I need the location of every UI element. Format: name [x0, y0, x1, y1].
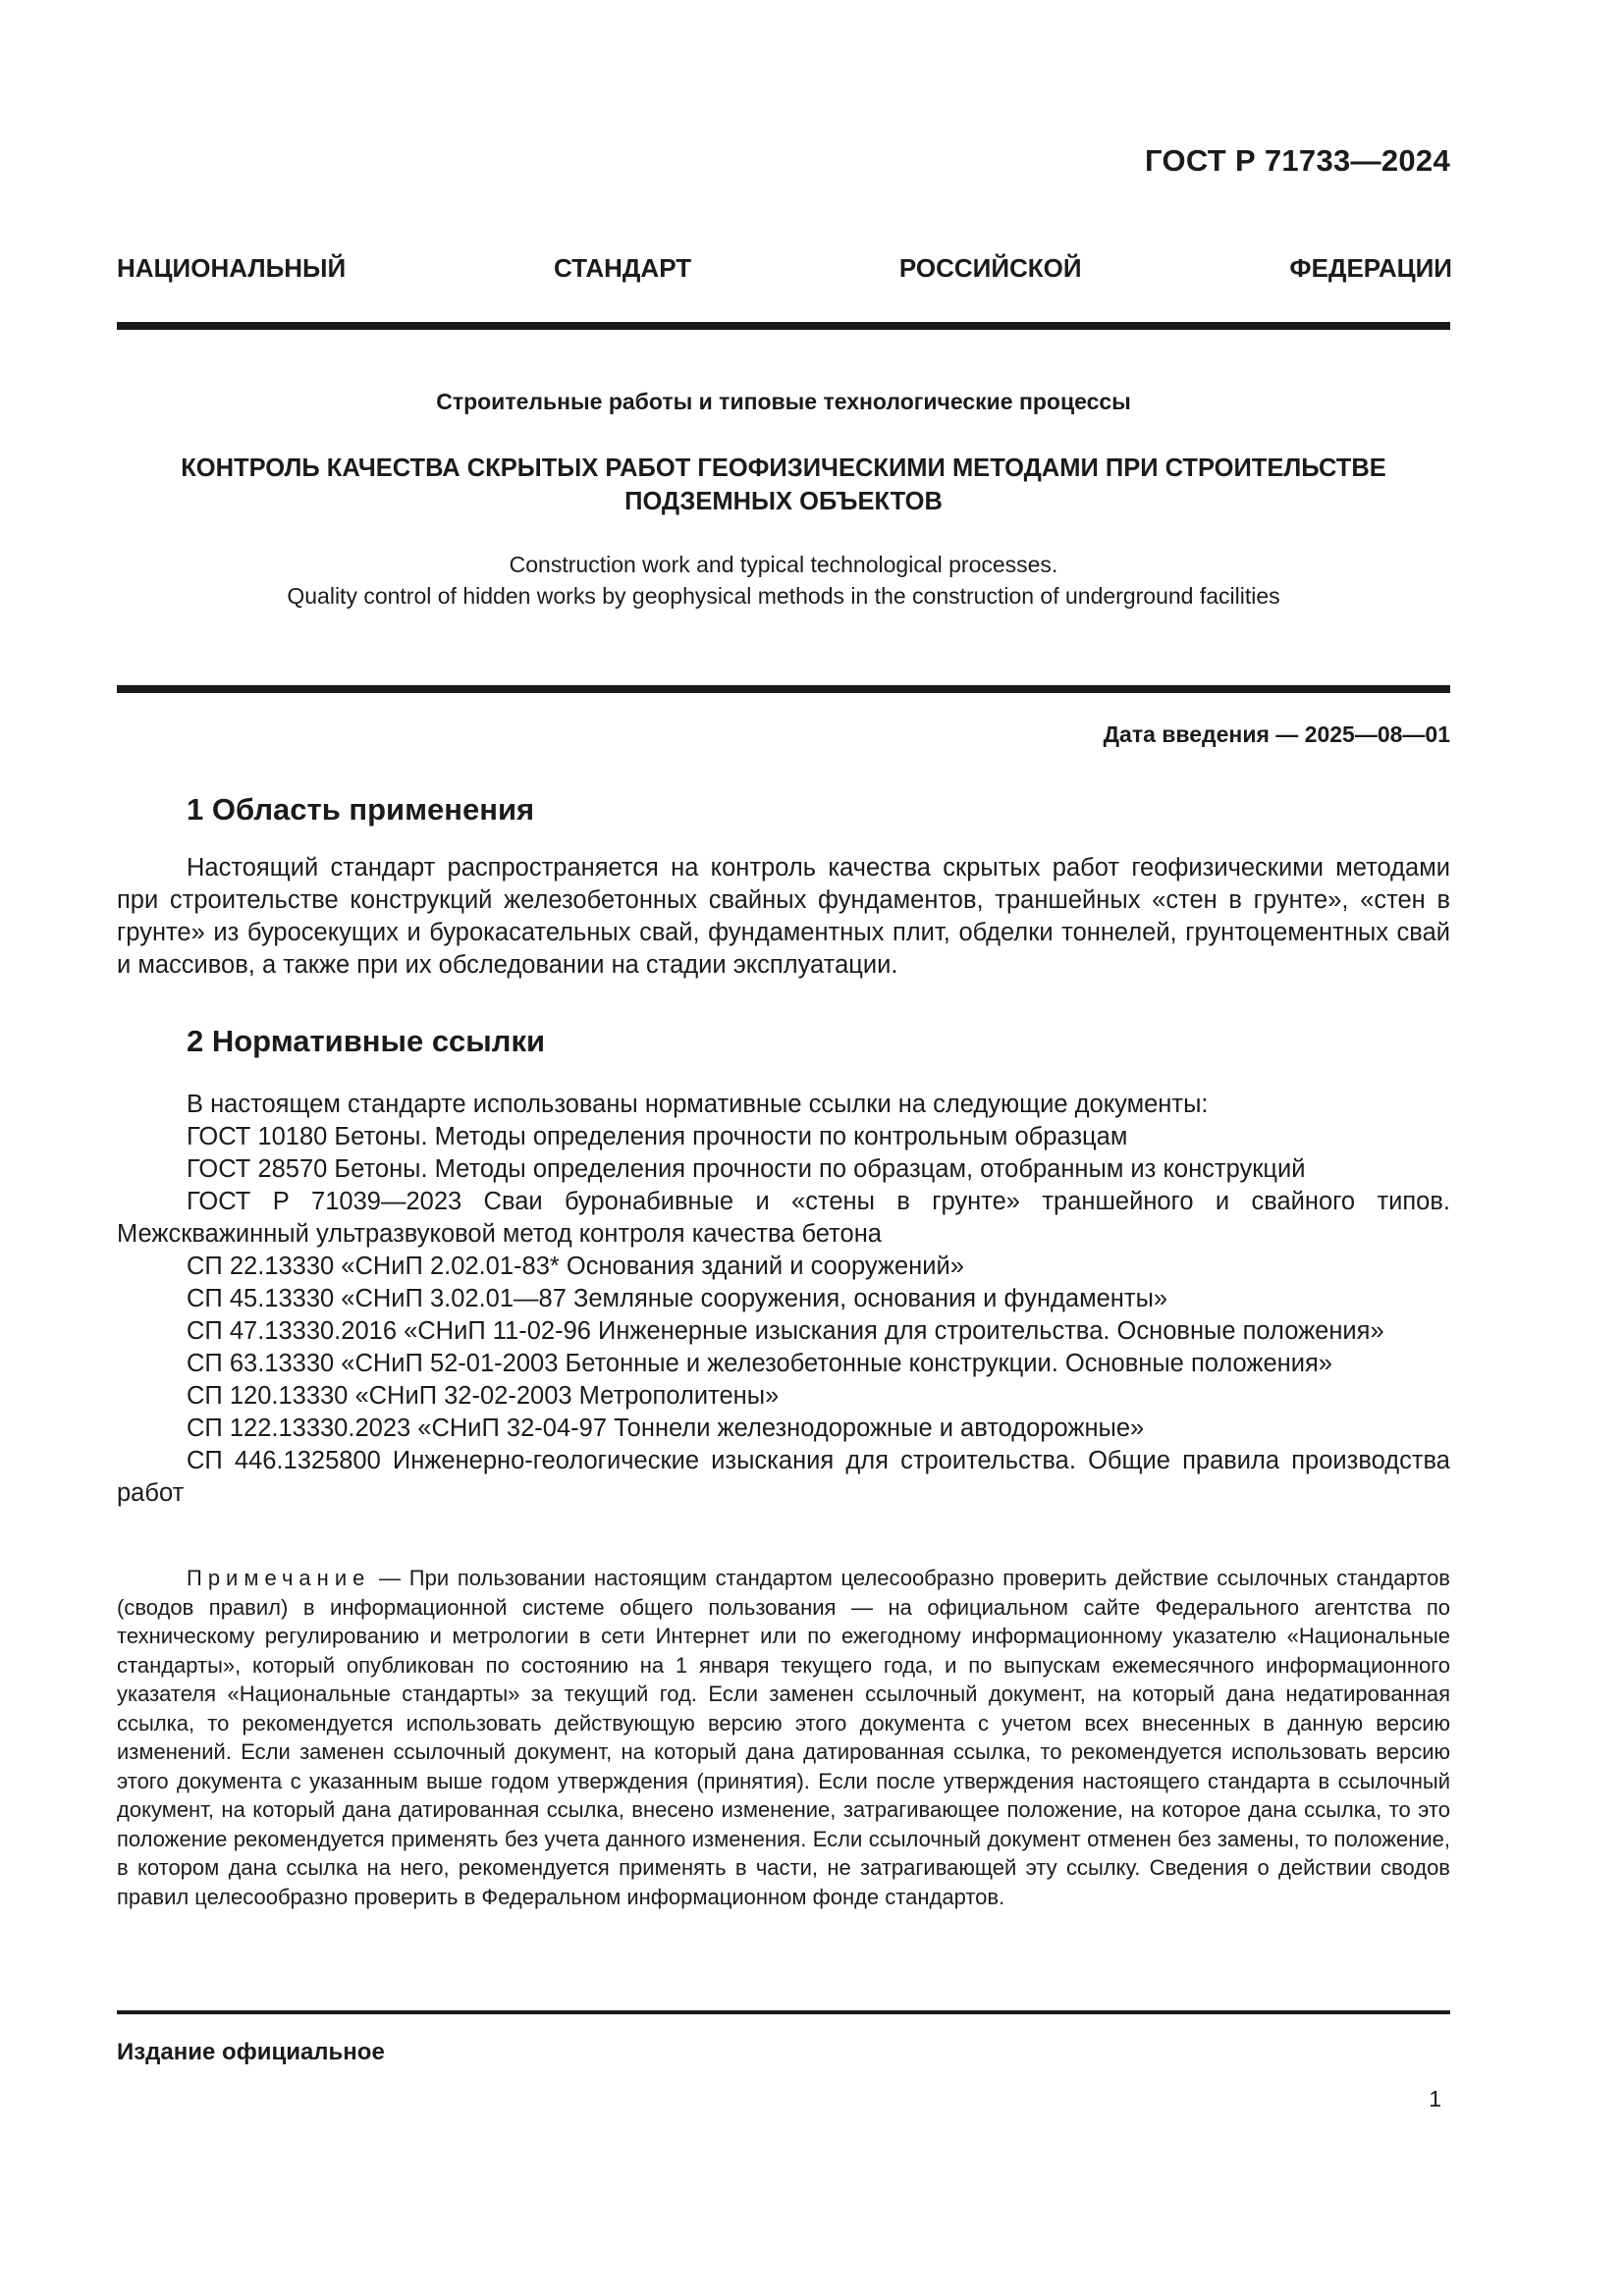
reference-item: СП 63.13330 «СНиП 52-01-2003 Бетонные и железобетонные конструкции. Основные положения»: [187, 1350, 1332, 1377]
english-title: [117, 549, 1450, 612]
series-title: Строительные работы и типовые технологические процессы: [436, 389, 1131, 414]
footer-divider: [117, 2010, 1450, 2014]
document-number: ГОСТ Р 71733—2024: [1145, 143, 1450, 178]
main-title-line: КОНТРОЛЬ КАЧЕСТВА СКРЫТЫХ РАБОТ ГЕОФИЗИЧЕСКИМИ МЕТОДАМИ ПРИ СТРОИТЕЛЬСТВЕ: [181, 454, 1386, 482]
main-title: [117, 452, 1450, 518]
references-intro: В настоящем стандарте использованы нормативные ссылки на следующие документы:: [187, 1091, 1209, 1118]
note-text: — При пользовании настоящим стандартом целесообразно проверить действие ссылочных стандартов (сводов правил) в информационной системе общего пользования — на официальном сайте Федерального агентства по техническому регулированию и метрологии в сети Интернет или по ежегодному информационному указателю «Национальные стандарты», который опубликован по состоянию на 1 января текущего года, и по выпускам ежемесячного информационного указателя «Национальные стандарты» за текущий год. Если заменен ссылочный документ, на который дана недатированная ссылка, то рекомендуется использовать действующую версию этого документа с учетом всех внесенных в данную версию изменений. Если заменен ссылочный документ, на который дана датированная ссылка, то рекомендуется использовать версию этого документа с указанным выше годом утверждения (принятия). Если после утверждения настоящего стандарта в ссылочный документ, на который дана датированная ссылка, внесено изменение, затрагивающее положение, на которое дана ссылка, то это положение рекомендуется применять без учета данного изменения. Если ссылочный документ отменен без замены, то положение, в котором дана ссылка на него, рекомендуется применять в части, не затрагивающей эту ссылку. Сведения о действии сводов правил целесообразно проверить в Федеральном информационном фонде стандартов.: [117, 1566, 1450, 1909]
reference-item: ГОСТ 28570 Бетоны. Методы определения прочности по образцам, отобранным из конструкций: [187, 1155, 1306, 1183]
introduction-date: Дата введения — 2025—08—01: [1103, 721, 1450, 747]
references-note: [117, 1564, 1450, 1911]
reference-item: СП 446.1325800 Инженерно-геологические изыскания для строительства. Общие правила производства работ: [117, 1447, 1450, 1507]
section-heading-references: 2 Нормативные ссылки: [187, 1024, 546, 1058]
title-divider: [117, 685, 1450, 693]
national-standard-title: НАЦИОНАЛЬНЫЙ СТАНДАРТ РОССИЙСКОЙ ФЕДЕРАЦИИ: [117, 253, 1452, 283]
normative-references-list: [117, 1089, 1450, 1510]
page-number: 1: [1429, 2086, 1441, 2111]
reference-item: ГОСТ 10180 Бетоны. Методы определения прочности по контрольным образцам: [187, 1123, 1128, 1150]
reference-item: СП 120.13330 «СНиП 32-02-2003 Метрополитены»: [187, 1382, 780, 1410]
header-divider: [117, 322, 1450, 330]
english-title-line: Construction work and typical technological processes.: [509, 552, 1058, 577]
scope-paragraph: Настоящий стандарт распространяется на контроль качества скрытых работ геофизическими методами при строительстве конструкций железобетонных свайных фундаментов, траншейных «стен в грунте», «стен в грунте» из буросекущих и бурокасательных свай, фундаментных плит, обделки тоннелей, грунтоцементных свай и массивов, а также при их обследовании на стадии эксплуатации.: [117, 854, 1450, 979]
main-title-line: ПОДЗЕМНЫХ ОБЪЕКТОВ: [624, 488, 943, 515]
note-label: Примечание: [187, 1566, 371, 1590]
section-heading-scope: 1 Область применения: [187, 792, 535, 827]
reference-item: СП 45.13330 «СНиП 3.02.01—87 Земляные сооружения, основания и фундаменты»: [187, 1285, 1168, 1312]
official-edition-label: Издание официальное: [117, 2039, 385, 2065]
reference-item: СП 122.13330.2023 «СНиП 32-04-97 Тоннели железнодорожные и автодорожные»: [187, 1415, 1145, 1442]
english-title-line: Quality control of hidden works by geophysical methods in the construction of underground facilities: [287, 583, 1280, 609]
reference-item: СП 47.13330.2016 «СНиП 11-02-96 Инженерные изыскания для строительства. Основные положения»: [187, 1317, 1384, 1345]
reference-item: ГОСТ Р 71039—2023 Сваи буронабивные и «стены в грунте» траншейного и свайного типов. Межскважинный ультразвуковой метод контроля качества бетона: [117, 1188, 1450, 1248]
reference-item: СП 22.13330 «СНиП 2.02.01-83* Основания зданий и сооружений»: [187, 1253, 964, 1280]
